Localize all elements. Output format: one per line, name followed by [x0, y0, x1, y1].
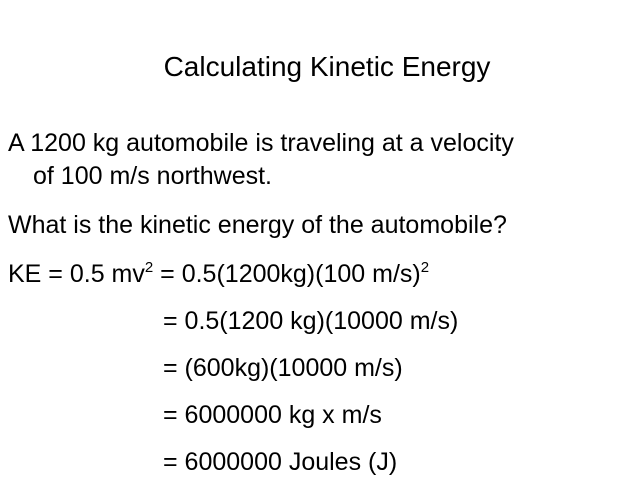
problem-line-2: of 100 m/s northwest.: [33, 162, 273, 190]
formula-exponent-a: 2: [144, 259, 154, 276]
question-line: What is the kinetic energy of the automobile?: [8, 211, 507, 239]
formula-part-b: = 0.5(1200kg)(100 m/s): [153, 260, 421, 288]
step-line: = 6000000 kg x m/s: [163, 401, 382, 429]
step-line: = (600kg)(10000 m/s): [163, 354, 403, 382]
slide-title: Calculating Kinetic Energy: [163, 51, 491, 82]
formula-part-a: KE = 0.5 mv: [8, 260, 145, 288]
step-line: = 6000000 Joules (J): [163, 448, 398, 476]
formula-line: [8, 259, 429, 289]
problem-line-1: A 1200 kg automobile is traveling at a velocity: [8, 129, 514, 157]
step-line: = 0.5(1200 kg)(10000 m/s): [163, 307, 459, 335]
formula-exponent-b: 2: [420, 259, 430, 276]
